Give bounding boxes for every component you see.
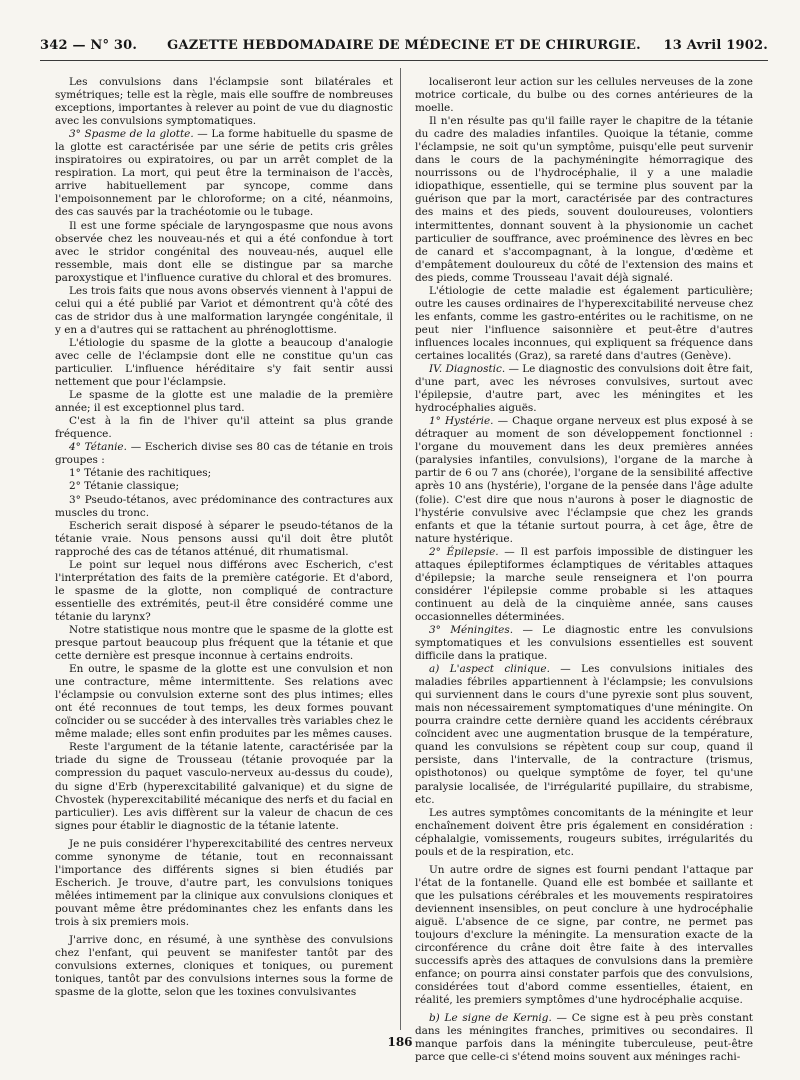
paragraph <box>415 807 753 859</box>
paragraph <box>55 285 393 337</box>
paragraph <box>55 934 393 999</box>
paragraph-text: localiseront leur action sur les cellules nerveuses de la zone motrice corticale, du bulbe ou des cornes antérieures de la moelle. <box>415 76 753 115</box>
section-heading: 3° Méningites. <box>429 623 514 636</box>
paragraph-text: Les convulsions dans l'éclampsie sont bilatérales et symétriques; telle est la règle, mais elle souffre de nombreuses exceptions, importantes à relever au point de vue du diagnostic avec les convulsions symptomatiques. <box>55 76 393 128</box>
right-column <box>415 76 754 1064</box>
paragraph <box>415 663 753 807</box>
paragraph-text: En outre, le spasme de la glotte est une convulsion et non une contracture, même intermittente. Ses relations avec l'éclampsie ou convulsion externe sont des plus intimes; elles ont été reconnues de tout temps, les deux formes pouvant coïncider ou se succéder à des intervalles très variables chez le même malade; elles sont enfin produites par les mêmes causes. <box>55 663 393 741</box>
section-heading: IV. Diagnostic. <box>429 363 506 376</box>
paragraph-text: — Les convulsions initiales des maladies fébriles appartiennent à l'éclampsie; les convulsions qui surviennent dans le cours d'une pyrexie sont plus souvent, mais non nécessairement symptomatiques d'une méningite. On pourra craindre cette dernière quand les accidents cérébraux coïncident avec une augmentation brusque de la température, quand les convulsions se répètent coup sur coup, quand il persiste, dans l'intervalle, de la contracture (trismus, opisthotonos) ou quelque symptôme de foyer, tel qu'une paralysie localisée, de l'irrégularité pupillaire, du strabisme, etc. <box>415 663 753 806</box>
paragraph <box>55 441 393 467</box>
paragraph <box>55 624 393 663</box>
paragraph-text: Il n'en résulte pas qu'il faille rayer le chapitre de la tétanie du cadre des maladies infantiles. Quoique la tétanie, comme l'éclampsie, ne soit qu'un symptôme, puisqu'elle peut survenir dans le cours de la pachyméningite hémorragique des nourrissons ou de l'hydrocéphalie, il y a une maladie idiopathique, essentielle, qui se termine plus souvent par la guérison que par la mort, caractérisée par des contractures des mains et des pieds, souvent douloureuses, volontiers intermittentes, donnant souvent à la physionomie un cachet particulier de souffrance, avec proéminence des lèvres en bec de canard et s'accompagnant, à la longue, d'œdème et d'empâtement douloureux du côté de l'extension des mains et des pieds, comme Trousseau l'avait déjà signalé. <box>415 115 753 284</box>
paragraph-text: L'étiologie du spasme de la glotte a beaucoup d'analogie avec celle de l'éclampsie dont elle ne constitue qu'un cas particulier. L'influence héréditaire s'y fait sentir aussi nettement que pour l'éclampsie. <box>55 336 393 389</box>
paragraph-text: Le point sur lequel nous différons avec Escherich, c'est l'interprétation des faits de la première catégorie. Et d'abord, le spasme de la glotte, non compliqué de contracture essentielle des extrémités, peut-il être considéré comme une tétanie du larynx? <box>55 558 393 623</box>
section-heading: 2° Épilepsie. <box>429 545 499 558</box>
paragraph-text: — Il est parfois impossible de distinguer les attaques épileptiformes éclamptiques de véritables attaques d'épilepsie; la marche seule renseignera et l'on pourra considérer l'épilepsie comme probable si les attaques continuent au delà de la cinquième année, sans causes occasionnelles déterminées. <box>415 545 753 623</box>
section-heading: 1° Hystérie. <box>429 415 494 428</box>
paragraph <box>55 480 393 493</box>
paragraph <box>55 663 393 741</box>
paragraph-text: Escherich serait disposé à séparer le pseudo-tétanos de la tétanie vraie. Nous pensons aussi qu'il doit être plutôt rapproché des cas de tétanos atténué, dit rhumatismal. <box>55 519 393 558</box>
section-heading: 3° Spasme de la glotte. <box>69 128 194 141</box>
paragraph <box>415 76 753 115</box>
paragraph-text: — Le diagnostic des convulsions doit être fait, d'une part, avec les névroses convulsives, surtout avec l'épilepsie, d'autre part, avec les méningites et les hydrocéphalies aiguës. <box>415 363 754 415</box>
page-header <box>40 38 768 56</box>
paragraph-text: J'arrive donc, en résumé, à une synthèse des convulsions chez l'enfant, qui peuvent se manifester tantôt par des convulsions externes, cloniques et toniques, ou purement toniques, tantôt par des convulsions internes sous la forme de spasme de la glotte, selon que les toxines convulsivantes <box>55 934 393 999</box>
paragraph-text: Il est une forme spéciale de laryngospasme que nous avons observée chez les nouveau-nés et qui a été confondue à tort avec le stridor congénital des nouveau-nés, auquel elle ressemble, mais dont elle se distingue par sa marche paroxystique et l'influence curative du chloral et des bromures. <box>55 219 393 284</box>
paragraph <box>415 285 753 363</box>
column-separator <box>400 68 401 1030</box>
paragraph-text: Le spasme de la glotte est une maladie de la première année; il est exceptionnel plus tard. <box>55 389 393 415</box>
paragraph <box>415 115 753 285</box>
paragraph <box>415 864 753 1008</box>
paragraph <box>55 76 393 128</box>
paragraph-text: C'est à la fin de l'hiver qu'il atteint sa plus grande fréquence. <box>55 415 393 441</box>
paragraph <box>415 624 753 663</box>
paragraph <box>55 838 393 929</box>
paragraph-text: 1° Tétanie des rachitiques; <box>69 467 212 480</box>
section-heading: a) L'aspect clinique. <box>429 663 550 676</box>
header-rule <box>40 60 768 61</box>
paragraph <box>415 363 753 415</box>
paragraph <box>55 467 393 480</box>
paragraph <box>415 546 753 624</box>
paragraph <box>55 128 393 219</box>
paragraph-text: — Ce signe est à peu près constant dans les méningites franches, primitives ou secondaires. Il manque parfois dans la méningite tuberculeuse, peut-être parce que celle-ci s'étend moins souvent aux méninges rachi- <box>415 1012 753 1064</box>
issue-date: 13 Avril 1902. <box>663 38 768 53</box>
paragraph-text: — Le diagnostic entre les convulsions symptomatiques et les convulsions essentielles est souvent difficile dans la pratique. <box>415 623 753 663</box>
paragraph <box>55 520 393 559</box>
paragraph-text: Les trois faits que nous avons observés viennent à l'appui de celui qui a été publié par Variot et démontrent qu'à côté des cas de stridor dus à une malformation laryngée congénitale, il y en a d'autres qui se rattachent au phrénoglottisme. <box>55 284 393 336</box>
paragraph <box>55 337 393 389</box>
left-column <box>55 76 393 1034</box>
section-heading: 4° Tétanie. <box>69 441 127 454</box>
paragraph <box>55 741 393 832</box>
paragraph-text: Reste l'argument de la tétanie latente, caractérisée par la triade du signe de Trousseau (tétanie provoquée par la compression du paquet vasculo-nerveux au-dessus du coude), du signe d'Erb (hyperexcitabilité galvanique) et du signe de Chvostek (hyperexcitabilité mécanique des nerfs et du facial en particulier). Les avis diffèrent sur la valeur de chacun de ces signes pour établir le diagnostic de la tétanie latente. <box>55 741 393 832</box>
paragraph-text: L'étiologie de cette maladie est également particulière; outre les causes ordinaires de l'hyperexcitabilité nerveuse chez les enfants, comme les gastro-entérites ou le rachitisme, on ne peut nier l'influence saisonnière et peut-être d'autres influences locales inconnues, qui expliquent sa fréquence dans certaines localités (Graz), sa rareté dans d'autres (Genève). <box>415 284 753 362</box>
paragraph <box>55 415 393 441</box>
paragraph <box>55 220 393 285</box>
paragraph <box>55 389 393 415</box>
paragraph-text: — Escherich divise ses 80 cas de tétanie en trois groupes : <box>55 441 393 467</box>
journal-title: GAZETTE HEBDOMADAIRE DE MÉDECINE ET DE CHIRURGIE. <box>167 38 641 53</box>
paragraph-text: — Chaque organe nerveux est plus exposé à se détraquer au moment de son développement fonctionnel : l'organe du mouvement dans les deux premières années (paralysies infantiles, convulsions), l'organe de la marche à partir de 6 ou 7 ans (chorée), l'organe de la sensibilité affective après 10 ans (hystérie), l'organe de la pensée dans l'âge adulte (folie). C'est dire que nous n'aurons à poser le diagnostic de l'hystérie convulsive avec l'éclampsie que chez les grands enfants et que la tétanie surtout pourra, à cet âge, être de nature hystérique. <box>415 415 753 545</box>
paragraph-text: Notre statistique nous montre que le spasme de la glotte est presque partout beaucoup plus fréquent que la tétanie et que cette dernière est presque inconnue à certains endroits. <box>55 623 393 663</box>
header-page-number: 342 — N° 30. <box>40 38 138 53</box>
paragraph <box>415 415 753 545</box>
paragraph-text: Je ne puis considérer l'hyperexcitabilité des centres nerveux comme synonyme de tétanie, tout en reconnaissant l'importance des différents signes si bien étudiés par Escherich. Je trouve, d'autre part, les convulsions toniques mêlées intimement par la clinique aux convulsions cloniques et pouvant même être prédominantes chez les enfants dans les trois à six premiers mois. <box>55 837 393 928</box>
paragraph-text: — La forme habituelle du spasme de la glotte est caractérisée par une série de petits cris grêles inspiratoires ou expiratoires, ou par un arrêt complet de la respiration. La mort, qui peut être la terminaison de l'accès, arrive habituellement par syncope, comme dans l'empoisonnement par le chloroforme; on a cité, néanmoins, des cas sauvés par la trachéotomie ou le tubage. <box>55 128 393 219</box>
paragraph-text: Un autre ordre de signes est fourni pendant l'attaque par l'état de la fontanelle. Quand elle est bombée et saillante et que les pulsations cérébrales et les mouvements respiratoires deviennent insensibles, on peut conclure à une hydrocéphalie aiguë. L'absence de ce signe, par contre, ne permet pas toujours d'exclure la méningite. La mensuration exacte de la circonférence du crâne doit être faite à des intervalles successifs après des attaques de convulsions dans la première enfance; on pourra ainsi constater parfois que des convulsions, considérées tout d'abord comme essentielles, étaient, en réalité, les premiers symptômes d'une hydrocéphalie acquise. <box>415 863 753 1007</box>
paragraph <box>55 559 393 624</box>
paragraph-text: 2° Tétanie classique; <box>69 480 180 493</box>
paragraph-text: 3° Pseudo-tétanos, avec prédominance des contractures aux muscles du tronc. <box>55 493 393 519</box>
paragraph-text: Les autres symptômes concomitants de la méningite et leur enchaînement doivent être pris également en considération : céphalalgie, vomissements, rougeurs subites, irrégularités du pouls et de la respiration, etc. <box>415 806 753 858</box>
section-heading: b) Le signe de Kernig. <box>429 1012 552 1025</box>
paragraph <box>55 494 393 520</box>
folio-number: 186 <box>387 1035 413 1049</box>
